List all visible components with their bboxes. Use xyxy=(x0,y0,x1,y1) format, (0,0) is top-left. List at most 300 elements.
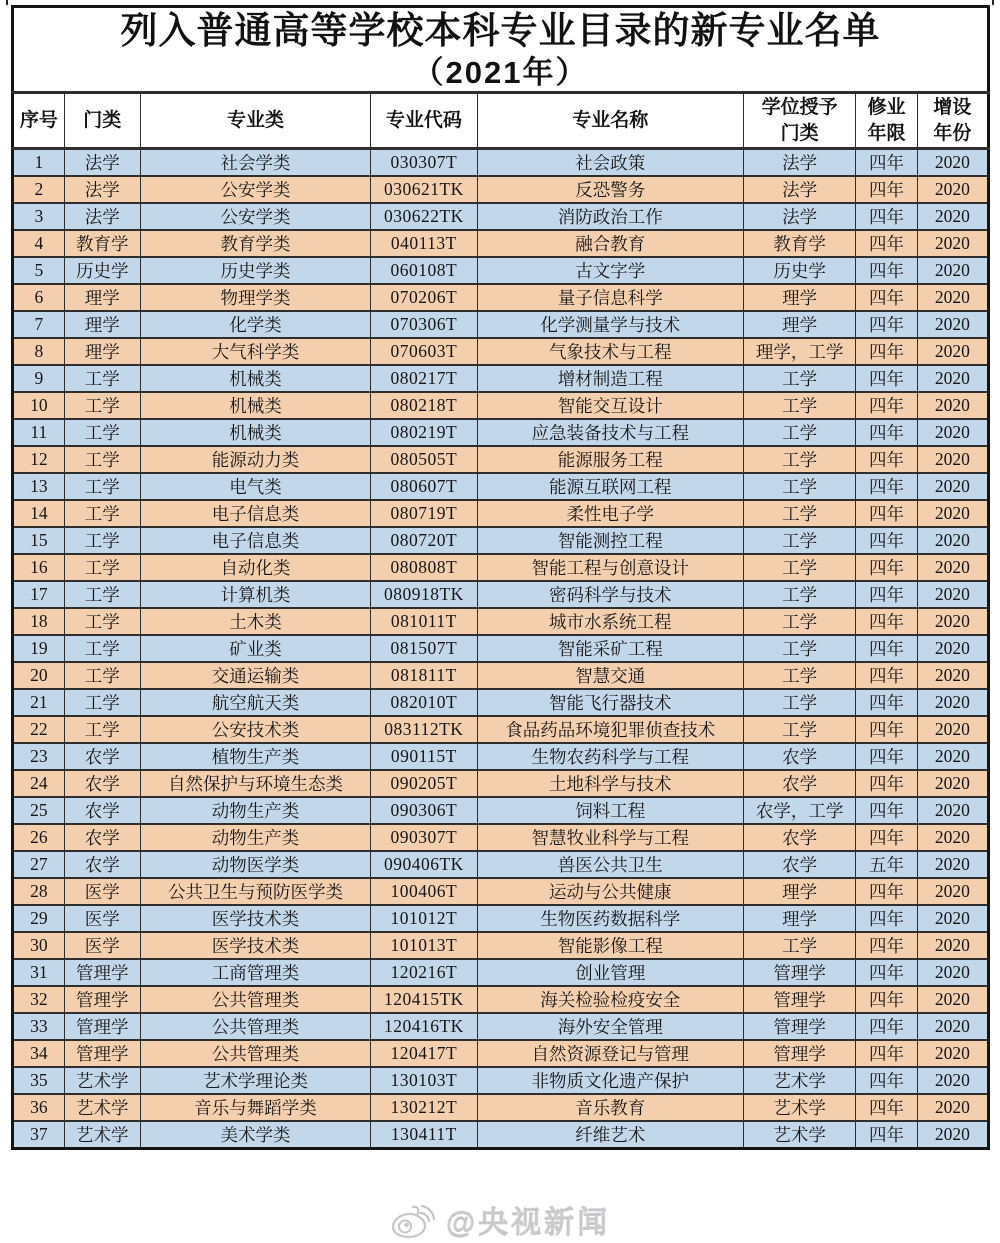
weibo-logo-icon xyxy=(390,1200,436,1240)
cell-duration: 四年 xyxy=(856,959,917,986)
cell-major-class: 土木类 xyxy=(140,608,370,635)
cell-degree-category: 管理学 xyxy=(744,1040,856,1067)
table-row xyxy=(13,419,989,446)
cell-year-added: 2020 xyxy=(917,392,988,419)
col-header-major-name xyxy=(477,93,743,149)
cell-major-name: 自然资源登记与管理 xyxy=(477,1040,743,1067)
cell-category: 法学 xyxy=(64,203,140,230)
watermark xyxy=(0,1196,1000,1243)
cell-major-name: 应急装备技术与工程 xyxy=(477,419,743,446)
cell-major-name: 柔性电子学 xyxy=(477,500,743,527)
cell-major-name: 城市水系统工程 xyxy=(477,608,743,635)
cell-major-code: 030621TK xyxy=(371,176,477,203)
new-majors-table xyxy=(11,5,990,1150)
cell-major-class: 艺术学理论类 xyxy=(140,1067,370,1094)
col-header-major-code xyxy=(371,93,477,149)
cell-index: 34 xyxy=(13,1040,65,1067)
cell-category: 工学 xyxy=(64,473,140,500)
cell-category: 医学 xyxy=(64,878,140,905)
cell-major-class: 公共管理类 xyxy=(140,1013,370,1040)
col-header-label2: 门类 xyxy=(780,122,819,144)
cell-degree-category: 理学 xyxy=(744,905,856,932)
cell-index: 28 xyxy=(13,878,65,905)
cell-category: 管理学 xyxy=(64,1040,140,1067)
cell-major-code: 060108T xyxy=(371,257,477,284)
cell-degree-category: 工学 xyxy=(744,446,856,473)
cell-major-name: 密码科学与技术 xyxy=(477,581,743,608)
col-header-label: 修业 xyxy=(867,97,906,119)
cell-category: 工学 xyxy=(64,365,140,392)
cell-major-name: 能源互联网工程 xyxy=(477,473,743,500)
cell-category: 农学 xyxy=(64,797,140,824)
cell-category: 农学 xyxy=(64,743,140,770)
table-row xyxy=(13,878,989,905)
cell-year-added: 2020 xyxy=(917,608,988,635)
cell-index: 19 xyxy=(13,635,65,662)
cell-major-code: 130103T xyxy=(371,1067,477,1094)
cell-duration: 四年 xyxy=(856,905,917,932)
cell-index: 22 xyxy=(13,716,65,743)
cell-duration: 四年 xyxy=(856,176,917,203)
cell-duration: 四年 xyxy=(856,284,917,311)
cell-duration: 四年 xyxy=(856,608,917,635)
cell-major-name: 创业管理 xyxy=(477,959,743,986)
table-row xyxy=(13,1013,989,1040)
cell-category: 工学 xyxy=(64,662,140,689)
cell-duration: 四年 xyxy=(856,392,917,419)
table-row xyxy=(13,689,989,716)
cell-duration: 四年 xyxy=(856,1094,917,1121)
col-header-label: 序号 xyxy=(19,110,58,132)
cell-year-added: 2020 xyxy=(917,1121,988,1149)
cell-major-code: 083112TK xyxy=(371,716,477,743)
cell-degree-category: 农学 xyxy=(744,851,856,878)
col-header-index xyxy=(13,93,65,149)
cell-major-code: 080217T xyxy=(371,365,477,392)
cell-degree-category: 农学 xyxy=(744,770,856,797)
cell-major-name: 音乐教育 xyxy=(477,1094,743,1121)
cell-category: 工学 xyxy=(64,689,140,716)
col-header-label: 学位授予 xyxy=(761,97,838,119)
cell-major-name: 土地科学与技术 xyxy=(477,770,743,797)
cell-major-name: 运动与公共健康 xyxy=(477,878,743,905)
cell-year-added: 2020 xyxy=(917,851,988,878)
cell-major-code: 090115T xyxy=(371,743,477,770)
cell-year-added: 2020 xyxy=(917,203,988,230)
cell-category: 教育学 xyxy=(64,230,140,257)
cell-year-added: 2020 xyxy=(917,365,988,392)
cell-duration: 四年 xyxy=(856,1121,917,1149)
cell-major-class: 美术学类 xyxy=(140,1121,370,1149)
cell-major-name: 兽医公共卫生 xyxy=(477,851,743,878)
col-header-degree-category xyxy=(744,93,856,149)
cell-category: 工学 xyxy=(64,419,140,446)
cell-index: 15 xyxy=(13,527,65,554)
cell-category: 管理学 xyxy=(64,959,140,986)
cell-degree-category: 管理学 xyxy=(744,959,856,986)
cell-major-code: 081811T xyxy=(371,662,477,689)
cell-major-name: 海关检验检疫安全 xyxy=(477,986,743,1013)
cell-major-class: 动物医学类 xyxy=(140,851,370,878)
table-row xyxy=(13,554,989,581)
table-row xyxy=(13,851,989,878)
cell-duration: 四年 xyxy=(856,635,917,662)
cell-major-code: 080505T xyxy=(371,446,477,473)
cell-year-added: 2020 xyxy=(917,878,988,905)
cell-major-class: 动物生产类 xyxy=(140,824,370,851)
cell-year-added: 2020 xyxy=(917,149,988,177)
cell-category: 艺术学 xyxy=(64,1094,140,1121)
cell-year-added: 2020 xyxy=(917,1067,988,1094)
cell-year-added: 2020 xyxy=(917,824,988,851)
table-row xyxy=(13,500,989,527)
cell-index: 35 xyxy=(13,1067,65,1094)
table-body xyxy=(13,149,989,1149)
title-banner-row xyxy=(13,7,989,93)
table-row xyxy=(13,770,989,797)
table-row xyxy=(13,905,989,932)
watermark-text: @央视新闻 xyxy=(445,1206,611,1240)
cell-degree-category: 农学 xyxy=(744,743,856,770)
cell-major-name: 生物医药数据科学 xyxy=(477,905,743,932)
cell-major-code: 081507T xyxy=(371,635,477,662)
cell-index: 14 xyxy=(13,500,65,527)
cell-major-class: 化学类 xyxy=(140,311,370,338)
cell-major-code: 070306T xyxy=(371,311,477,338)
cell-major-code: 082010T xyxy=(371,689,477,716)
cell-degree-category: 理学 xyxy=(744,878,856,905)
cell-year-added: 2020 xyxy=(917,1040,988,1067)
cell-degree-category: 工学 xyxy=(744,554,856,581)
cell-index: 3 xyxy=(13,203,65,230)
cell-index: 18 xyxy=(13,608,65,635)
table-row xyxy=(13,149,989,177)
cell-duration: 四年 xyxy=(856,824,917,851)
cell-category: 工学 xyxy=(64,500,140,527)
cell-major-code: 080720T xyxy=(371,527,477,554)
cell-degree-category: 理学，工学 xyxy=(744,338,856,365)
table-row xyxy=(13,932,989,959)
cell-category: 工学 xyxy=(64,527,140,554)
cell-index: 11 xyxy=(13,419,65,446)
cell-major-name: 生物农药科学与工程 xyxy=(477,743,743,770)
cell-duration: 四年 xyxy=(856,365,917,392)
cell-duration: 四年 xyxy=(856,500,917,527)
cell-category: 理学 xyxy=(64,284,140,311)
cell-year-added: 2020 xyxy=(917,554,988,581)
cell-duration: 四年 xyxy=(856,1013,917,1040)
cell-degree-category: 工学 xyxy=(744,932,856,959)
cell-category: 工学 xyxy=(64,392,140,419)
cell-degree-category: 艺术学 xyxy=(744,1067,856,1094)
cell-major-class: 公安学类 xyxy=(140,176,370,203)
cell-year-added: 2020 xyxy=(917,743,988,770)
cell-index: 36 xyxy=(13,1094,65,1121)
cell-duration: 四年 xyxy=(856,554,917,581)
cell-index: 26 xyxy=(13,824,65,851)
col-header-label: 增设 xyxy=(933,97,972,119)
cell-duration: 四年 xyxy=(856,716,917,743)
cell-duration: 四年 xyxy=(856,1040,917,1067)
cell-degree-category: 工学 xyxy=(744,662,856,689)
page-title-line2: （2021年） xyxy=(412,55,589,91)
cell-degree-category: 工学 xyxy=(744,365,856,392)
cell-degree-category: 教育学 xyxy=(744,230,856,257)
cell-degree-category: 理学 xyxy=(744,311,856,338)
cell-degree-category: 工学 xyxy=(744,581,856,608)
cell-year-added: 2020 xyxy=(917,986,988,1013)
cell-duration: 四年 xyxy=(856,932,917,959)
cell-major-class: 公安技术类 xyxy=(140,716,370,743)
col-header-major-class xyxy=(140,93,370,149)
cell-major-name: 消防政治工作 xyxy=(477,203,743,230)
cell-year-added: 2020 xyxy=(917,716,988,743)
cell-major-class: 历史学类 xyxy=(140,257,370,284)
cell-year-added: 2020 xyxy=(917,1094,988,1121)
col-header-label2: 年限 xyxy=(867,122,906,144)
cell-major-name: 智能工程与创意设计 xyxy=(477,554,743,581)
col-header-label: 专业代码 xyxy=(385,110,462,132)
cell-major-class: 植物生产类 xyxy=(140,743,370,770)
cell-duration: 四年 xyxy=(856,581,917,608)
cell-major-code: 080719T xyxy=(371,500,477,527)
cell-degree-category: 工学 xyxy=(744,392,856,419)
cell-degree-category: 法学 xyxy=(744,176,856,203)
cell-category: 理学 xyxy=(64,338,140,365)
cell-major-name: 智慧牧业科学与工程 xyxy=(477,824,743,851)
table-row xyxy=(13,581,989,608)
cell-major-code: 101013T xyxy=(371,932,477,959)
cell-major-code: 130411T xyxy=(371,1121,477,1149)
cell-major-code: 080218T xyxy=(371,392,477,419)
col-header-year-added xyxy=(917,93,988,149)
cell-index: 12 xyxy=(13,446,65,473)
cell-year-added: 2020 xyxy=(917,446,988,473)
cell-duration: 四年 xyxy=(856,743,917,770)
cell-major-class: 航空航天类 xyxy=(140,689,370,716)
cell-category: 工学 xyxy=(64,716,140,743)
cell-year-added: 2020 xyxy=(917,662,988,689)
cell-duration: 四年 xyxy=(856,986,917,1013)
table-row xyxy=(13,365,989,392)
cell-major-class: 机械类 xyxy=(140,392,370,419)
cell-category: 医学 xyxy=(64,932,140,959)
cell-index: 16 xyxy=(13,554,65,581)
cell-year-added: 2020 xyxy=(917,581,988,608)
cell-major-class: 公共管理类 xyxy=(140,1040,370,1067)
cell-major-name: 量子信息科学 xyxy=(477,284,743,311)
table-row xyxy=(13,635,989,662)
cell-year-added: 2020 xyxy=(917,419,988,446)
cell-major-class: 机械类 xyxy=(140,419,370,446)
cell-index: 25 xyxy=(13,797,65,824)
cell-major-class: 工商管理类 xyxy=(140,959,370,986)
cell-category: 艺术学 xyxy=(64,1067,140,1094)
table-row xyxy=(13,527,989,554)
table-row xyxy=(13,311,989,338)
cell-index: 30 xyxy=(13,932,65,959)
cell-major-name: 饲料工程 xyxy=(477,797,743,824)
cell-major-name: 增材制造工程 xyxy=(477,365,743,392)
cell-index: 24 xyxy=(13,770,65,797)
cell-index: 6 xyxy=(13,284,65,311)
title-banner xyxy=(13,7,989,93)
cell-major-code: 080808T xyxy=(371,554,477,581)
cell-index: 32 xyxy=(13,986,65,1013)
cell-index: 21 xyxy=(13,689,65,716)
cell-index: 37 xyxy=(13,1121,65,1149)
cell-major-code: 120216T xyxy=(371,959,477,986)
cell-index: 1 xyxy=(13,149,65,177)
column-header-row xyxy=(13,93,989,149)
cell-major-name: 智能测控工程 xyxy=(477,527,743,554)
cell-major-code: 090307T xyxy=(371,824,477,851)
cell-year-added: 2020 xyxy=(917,797,988,824)
cell-degree-category: 工学 xyxy=(744,419,856,446)
cell-duration: 四年 xyxy=(856,203,917,230)
cell-major-class: 公安学类 xyxy=(140,203,370,230)
table-row xyxy=(13,230,989,257)
cell-degree-category: 工学 xyxy=(744,473,856,500)
table-row xyxy=(13,257,989,284)
cell-category: 艺术学 xyxy=(64,1121,140,1149)
cell-degree-category: 法学 xyxy=(744,149,856,177)
cell-category: 理学 xyxy=(64,311,140,338)
cell-year-added: 2020 xyxy=(917,527,988,554)
cell-major-class: 公共管理类 xyxy=(140,986,370,1013)
table-row xyxy=(13,392,989,419)
col-header-label: 专业名称 xyxy=(572,110,649,132)
cell-major-code: 081011T xyxy=(371,608,477,635)
cell-duration: 四年 xyxy=(856,1067,917,1094)
cell-category: 农学 xyxy=(64,824,140,851)
cell-category: 法学 xyxy=(64,176,140,203)
cell-year-added: 2020 xyxy=(917,338,988,365)
table-row xyxy=(13,473,989,500)
cell-year-added: 2020 xyxy=(917,257,988,284)
cell-major-class: 医学技术类 xyxy=(140,932,370,959)
cell-year-added: 2020 xyxy=(917,959,988,986)
table-row xyxy=(13,446,989,473)
cell-duration: 四年 xyxy=(856,689,917,716)
cell-degree-category: 工学 xyxy=(744,527,856,554)
cell-index: 5 xyxy=(13,257,65,284)
cell-category: 法学 xyxy=(64,149,140,177)
cell-degree-category: 工学 xyxy=(744,500,856,527)
cell-category: 农学 xyxy=(64,770,140,797)
cell-major-name: 智能交互设计 xyxy=(477,392,743,419)
cell-duration: 四年 xyxy=(856,257,917,284)
cell-index: 27 xyxy=(13,851,65,878)
cell-index: 31 xyxy=(13,959,65,986)
cell-duration: 四年 xyxy=(856,446,917,473)
cell-major-class: 音乐与舞蹈学类 xyxy=(140,1094,370,1121)
cell-degree-category: 工学 xyxy=(744,716,856,743)
cell-major-class: 大气科学类 xyxy=(140,338,370,365)
table-row xyxy=(13,176,989,203)
col-header-duration xyxy=(856,93,917,149)
cell-duration: 四年 xyxy=(856,230,917,257)
cell-index: 20 xyxy=(13,662,65,689)
cell-major-class: 计算机类 xyxy=(140,581,370,608)
table-row xyxy=(13,284,989,311)
cell-major-class: 能源动力类 xyxy=(140,446,370,473)
cell-major-class: 电气类 xyxy=(140,473,370,500)
cell-major-name: 反恐警务 xyxy=(477,176,743,203)
cell-index: 8 xyxy=(13,338,65,365)
cell-major-name: 社会政策 xyxy=(477,149,743,177)
cell-index: 23 xyxy=(13,743,65,770)
cell-major-name: 纤维艺术 xyxy=(477,1121,743,1149)
cell-degree-category: 工学 xyxy=(744,608,856,635)
cell-major-class: 物理学类 xyxy=(140,284,370,311)
cell-major-name: 智能采矿工程 xyxy=(477,635,743,662)
cell-major-name: 智能飞行器技术 xyxy=(477,689,743,716)
cell-major-class: 交通运输类 xyxy=(140,662,370,689)
cell-year-added: 2020 xyxy=(917,932,988,959)
cell-major-class: 电子信息类 xyxy=(140,527,370,554)
cell-major-code: 080918TK xyxy=(371,581,477,608)
cell-category: 管理学 xyxy=(64,1013,140,1040)
cell-duration: 四年 xyxy=(856,311,917,338)
cell-major-class: 社会学类 xyxy=(140,149,370,177)
cell-year-added: 2020 xyxy=(917,500,988,527)
cell-major-class: 公共卫生与预防医学类 xyxy=(140,878,370,905)
cell-category: 工学 xyxy=(64,608,140,635)
table-row xyxy=(13,824,989,851)
table-row xyxy=(13,716,989,743)
cell-year-added: 2020 xyxy=(917,1013,988,1040)
cell-major-code: 080219T xyxy=(371,419,477,446)
cell-degree-category: 理学 xyxy=(744,284,856,311)
cell-category: 工学 xyxy=(64,554,140,581)
cell-degree-category: 农学 xyxy=(744,824,856,851)
cell-major-code: 030622TK xyxy=(371,203,477,230)
cell-degree-category: 法学 xyxy=(744,203,856,230)
cell-index: 10 xyxy=(13,392,65,419)
cell-major-name: 能源服务工程 xyxy=(477,446,743,473)
cell-index: 4 xyxy=(13,230,65,257)
table-row xyxy=(13,1040,989,1067)
cell-major-class: 自动化类 xyxy=(140,554,370,581)
cell-major-code: 070603T xyxy=(371,338,477,365)
cell-degree-category: 历史学 xyxy=(744,257,856,284)
cell-major-code: 080607T xyxy=(371,473,477,500)
table-row xyxy=(13,743,989,770)
cell-major-code: 120416TK xyxy=(371,1013,477,1040)
cell-index: 9 xyxy=(13,365,65,392)
cell-index: 17 xyxy=(13,581,65,608)
cell-year-added: 2020 xyxy=(917,311,988,338)
cell-duration: 四年 xyxy=(856,878,917,905)
cell-major-code: 120417T xyxy=(371,1040,477,1067)
table-row xyxy=(13,959,989,986)
cell-category: 医学 xyxy=(64,905,140,932)
cell-major-class: 自然保护与环境生态类 xyxy=(140,770,370,797)
cell-duration: 四年 xyxy=(856,338,917,365)
cell-major-code: 030307T xyxy=(371,149,477,177)
table-row xyxy=(13,797,989,824)
cell-degree-category: 艺术学 xyxy=(744,1121,856,1149)
table-row xyxy=(13,1094,989,1121)
col-header-label: 专业类 xyxy=(227,110,285,132)
table-row xyxy=(13,608,989,635)
table-row xyxy=(13,662,989,689)
cell-major-code: 100406T xyxy=(371,878,477,905)
cell-major-name: 古文字学 xyxy=(477,257,743,284)
col-header-category xyxy=(64,93,140,149)
cell-duration: 四年 xyxy=(856,473,917,500)
